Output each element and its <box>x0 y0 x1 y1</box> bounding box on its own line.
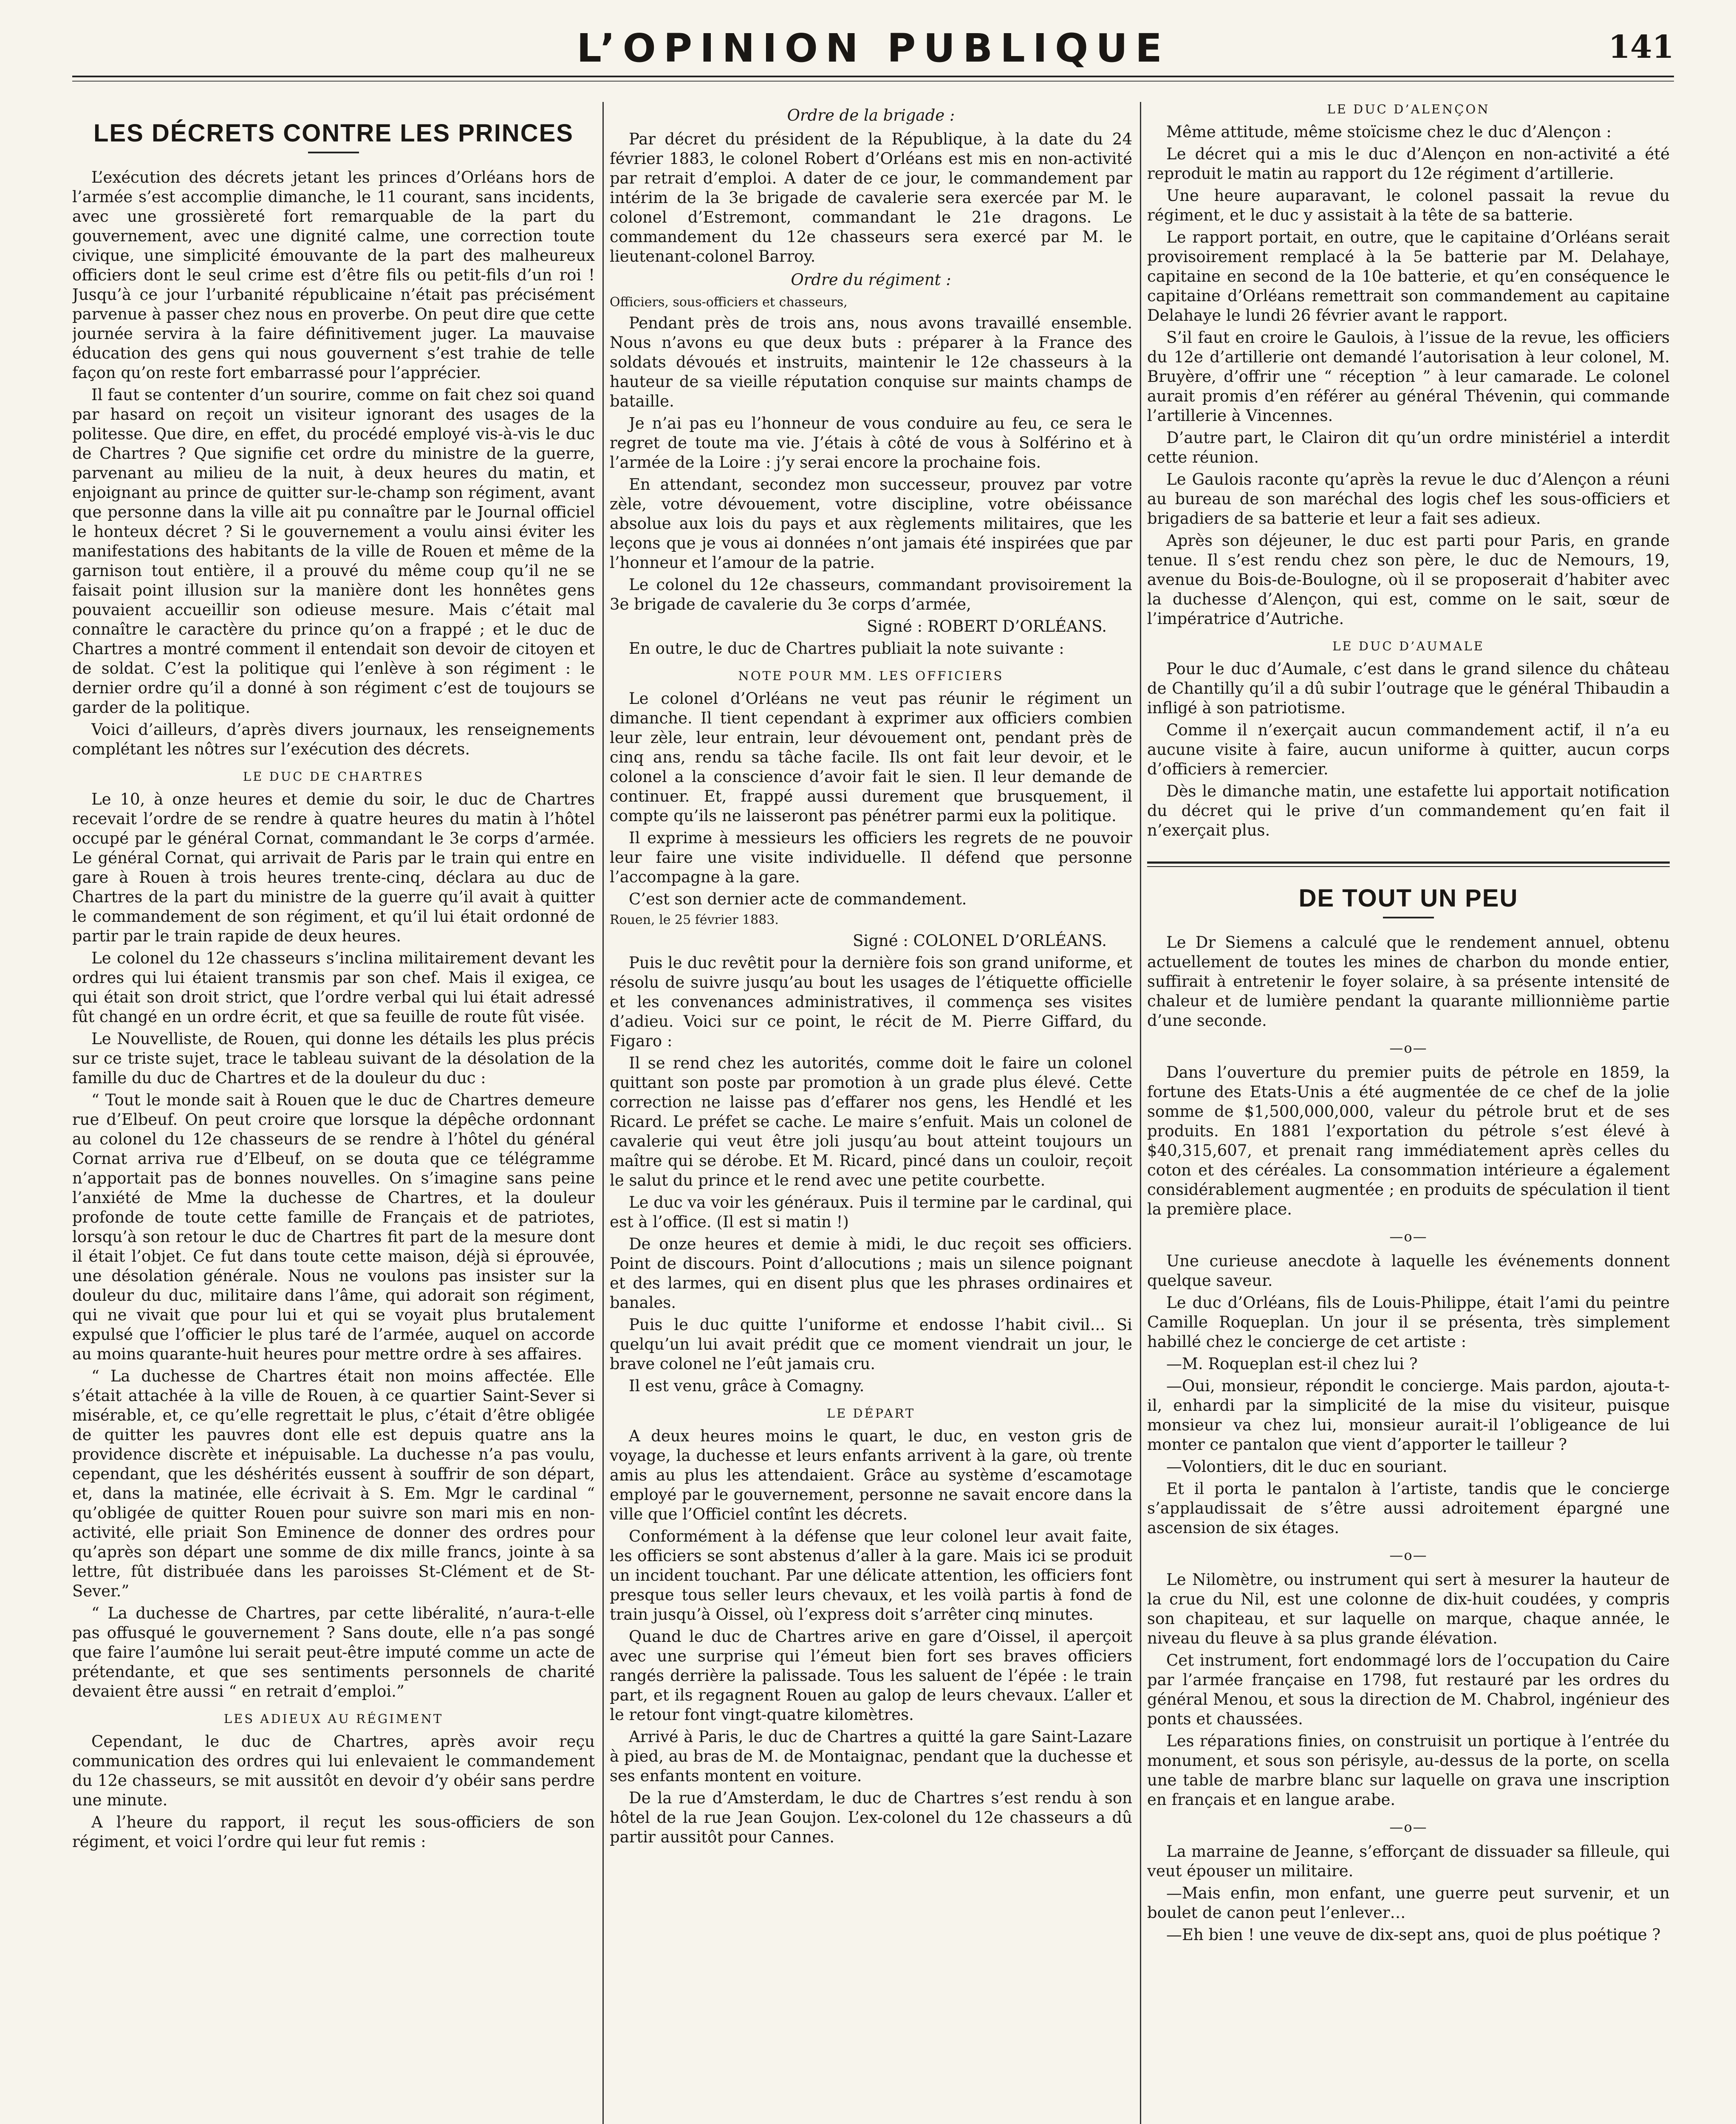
paragraph: Le duc d’Orléans, fils de Louis-Philippe, était l’ami du peintre Camille Roqueplan. Un jour il se présenta, très simplement habillé chez le concierge de cet artiste : <box>1147 1294 1670 1351</box>
paragraph: Il est venu, grâce à Comagny. <box>629 1377 865 1395</box>
paragraph: Cependant, le duc de Chartres, après avoir reçu communication des ordres qui lui enlevaient le commandement du 12e chasseurs, se mit aussitôt en devoir d’y obéir sans perdre une minute. <box>72 1732 595 1809</box>
newspaper-title: L’OPINION PUBLIQUE <box>577 25 1170 71</box>
article-title: DE TOUT UN PEU <box>1298 884 1518 912</box>
section-heading: LE DÉPART <box>826 1406 916 1421</box>
paragraph: C’est son dernier acte de commandement. <box>629 890 967 908</box>
paragraph: Le 10, à onze heures et demie du soir, le duc de Chartres recevait l’ordre de se rendre à quatre heures du matin à l’hôtel occupé par le général Cornat, commandant le 3e corps d’armée. Le général Cornat, qui arrivait de Paris par le train qui entre en gare à Rouen à trois heures trente-cinq, déclara au duc de Chartres de la part du ministre de la guerre qu’il avait à quitter le commandement de son régiment, et qu’il lui était ordonné de partir par le train rapide de deux heures. <box>72 790 595 945</box>
paragraph: A deux heures moins le quart, le duc, en veston gris de voyage, la duchesse et leurs enfants arrivent à la gare, où trente amis au plus les attendaient. Grâce au système d’escamotage employé par le gouvernement, personne ne savait encore dans la ville que l’Officiel contînt les décrets. <box>610 1427 1132 1523</box>
item-separator: —o— <box>1389 1229 1428 1245</box>
paragraph: Le rapport portait, en outre, que le capitaine d’Orléans serait provisoirement remplacé à la 5e batterie par M. Delahaye, capitaine en second de la 10e batterie, et qu’en conséquence le capitaine d’Orléans remettrait son commandement au capitaine Delahaye le lundi 26 février avant le rapport. <box>1147 228 1670 325</box>
paragraph: Dès le dimanche matin, une estafette lui apportait notification du décret qui le prive d’un commandement qu’en fait il n’exerçait plus. <box>1147 782 1670 839</box>
paragraph: Par décret du président de la République, à la date du 24 février 1883, le colonel Robert d’Orléans est mis en non-activité par retrait d’emploi. A dater de ce jour, le commandement par intérim de la 3e brigade de cavalerie sera exercée par M. le colonel d’Estremont, commandant le 21e dragons. Le commandement du 12e chasseurs sera exercé par M. le lieutenant-colonel Barroy. <box>610 130 1132 266</box>
paragraph: Le duc va voir les généraux. Puis il termine par le cardinal, qui est à l’office. (Il est si matin !) <box>610 1193 1132 1231</box>
paragraph: Puis le duc revêtit pour la dernière fois son grand uniforme, et résolu de suivre jusqu’au bout les usages de l’étiquette officielle et les convenances administratives, il commença ses visites d’adieu. Voici sur ce point, le récit de M. Pierre Giffard, du Figaro : <box>610 954 1132 1050</box>
dialogue-line: —Oui, monsieur, répondit le concierge. Mais pardon, ajouta-t-il, enhardi par la simplicité de la mise du visiteur, puisque monsieur va chez lui, monsieur aurait-il l’obligeance de lui monter ce pantalon que vient d’apporter le tailleur ? <box>1147 1377 1670 1454</box>
paragraph: Je n’ai pas eu l’honneur de vous conduire au feu, ce sera le regret de toute ma vie. J’étais à côté de vous à Solférino et à l’armée de la Loire : j’y serai encore la prochaine fois. <box>610 414 1132 472</box>
item-separator: —o— <box>1389 1040 1428 1056</box>
paragraph: En outre, le duc de Chartres publiait la note suivante : <box>629 639 1064 658</box>
quoted-paragraph: “ Tout le monde sait à Rouen que le duc de Chartres demeure rue d’Elbeuf. On peut croire que lorsque la dépêche ordonnant au colonel du 12e chasseurs de se rendre à l’hôtel du général Cornat arriva rue d’Elbeuf, on se douta que ce télégramme n’apportait pas de bonnes nouvelles. On s’imagine sans peine l’anxiété de Mme la duchesse de Chartres, et la douleur profonde de toute cette famille de Français et de patriotes, lorsqu’à son retour le duc de Chartres fit part de la mesure dont il était l’objet. Ce fut dans toute cette maison, déjà si éprouvée, une désolation générale. Nous ne voulons pas insister sur la douleur du duc, militaire dans l’âme, qui adorait son régiment, qui ne vivait que pour lui et qui se voyait plus brutalement expulsé que l’officier le plus taré de l’armée, auquel on accorde au moins quarante-huit heures pour mettre ordre à ses affaires. <box>72 1091 595 1363</box>
item-separator: —o— <box>1389 1819 1428 1835</box>
masthead <box>72 25 1674 72</box>
dialogue-line: —Volontiers, dit le duc en souriant. <box>1166 1457 1448 1476</box>
paragraph: Les réparations finies, on construisit un portique à l’entrée du monument, et sous son périsyle, au-dessus de la porte, on scella une table de marbre blanc sur laquelle on grava une inscription en français et en langue arabe. <box>1147 1732 1670 1809</box>
paragraph: Arrivé à Paris, le duc de Chartres a quitté la gare Saint-Lazare à pied, au bras de M. de Montaignac, pendant que la duchesse et ses enfants montent en voiture. <box>610 1728 1132 1785</box>
paragraph: De la rue d’Amsterdam, le duc de Chartres s’est rendu à son hôtel de la rue Jean Goujon. L’ex-colonel du 12e chasseurs a dû partir aussitôt pour Cannes. <box>610 1789 1132 1846</box>
section-heading: LE DUC D’AUMALE <box>1332 639 1484 653</box>
dialogue-line: —Eh bien ! une veuve de dix-sept ans, quoi de plus poétique ? <box>1166 1926 1661 1944</box>
paragraph: Il faut se contenter d’un sourire, comme on fait chez soi quand par hasard on reçoit un visiteur ignorant des usages de la politesse. Que dire, en effet, du procédé employé vis-à-vis le duc de Chartres ? Que signifie cet ordre du ministre de la guerre, parvenant au milieu de la nuit, à deux heures du matin, et enjoignant au prince de quitter sur-le-champ son régiment, avant que personne dans la ville ait pu connaître par le Journal officiel le honteux décret ? Si le gouvernement a voulu ainsi éviter les manifestations des habitants de la ville de Rouen et même de la garnison tout entière, il a prouvé du même coup qu’il ne se faisait point illusion sur la manière dont les honnêtes gens pouvaient accueillir son odieuse mesure. Mais c’était mal connaître le caractère du prince qu’on a frappé ; et le duc de Chartres a montré comment il entendait son devoir de citoyen et de soldat. C’est la politique qui l’enlève à son régiment : le dernier ordre qu’il a donné à son régiment c’est de toujours se garder de la politique. <box>72 386 595 717</box>
paragraph: Et il porta le pantalon à l’artiste, tandis que le concierge s’applaudissait de s’être aussi adroitement épargné une ascension de six étages. <box>1147 1480 1670 1537</box>
paragraph: Dans l’ouverture du premier puits de pétrole en 1859, la fortune des Etats-Unis a été augmentée de ce chef de la jolie somme de $1,500,000,000, valeur du pétrole brut et de ses produits. En 1881 l’exportation du pétrole s’est élevé à $40,315,607, et prenait rang immédiatement après celles du coton et des céréales. La consommation intérieure a également considérablement augmentée ; en produits de spéculation il tient la première place. <box>1147 1063 1670 1218</box>
paragraph: Le Nilomètre, ou instrument qui sert à mesurer la hauteur de la crue du Nil, est une colonne de dix-huit coudées, y compris son chapiteau, et sur laquelle on marque, chaque année, le niveau du fleuve à sa plus grande élévation. <box>1147 1570 1670 1647</box>
section-heading: LE DUC DE CHARTRES <box>243 769 424 784</box>
paragraph: S’il faut en croire le Gaulois, à l’issue de la revue, les officiers du 12e d’artillerie ont demandé l’autorisation à leur colonel, M. Bruyère, d’offrir une “ réception ” à leur camarade. Le colonel aurait promis d’en référer au général Thévenin, qui commande l’artillerie à Vincennes. <box>1147 328 1670 425</box>
paragraph: Puis le duc quitte l’uniforme et endosse l’habit civil... Si quelqu’un lui avait prédit que ce moment viendrait un jour, le brave colonel ne l’eût jamais cru. <box>610 1316 1132 1373</box>
section-divider-thin <box>1147 866 1670 867</box>
column-2 <box>610 102 1132 2124</box>
paragraph: Le colonel du 12e chasseurs, commandant provisoirement la 3e brigade de cavalerie du 3e corps d’armée, <box>610 576 1132 613</box>
article-title: LES DÉCRETS CONTRE LES PRINCES <box>93 119 574 147</box>
dialogue-line: —Mais enfin, mon enfant, une guerre peut survenir, et un boulet de canon peut l’enlever… <box>1147 1884 1670 1922</box>
paragraph: L’exécution des décrets jetant les princes d’Orléans hors de l’armée s’est accomplie dimanche, le 11 courant, sans incidents, avec une grossièreté fort remarquable de la part du gouvernement, avec une dignité calme, une correction toute civique, une simplicité émouvante de la part des malheureux officiers dont le seul crime est d’être fils ou petit-fils d’un roi ! Jusqu’à ce jour l’urbanité républicaine n’était pas précisément parvenue à passer chez nous en proverbe. On peut dire que cette journée servira à la faire définitivement juger. La mauvaise éducation des gens qui nous gouvernent s’est trahie de telle façon qu’on reste fort embarrassé pour l’apprécier. <box>72 168 595 382</box>
paragraph: Le Dr Siemens a calculé que le rendement annuel, obtenu actuellement de toutes les mines de charbon du monde entier, suffirait à entretenir le foyer solaire, à sa présente intensité de chaleur et de lumière pendant la quarante millionnième partie d’une seconde. <box>1147 933 1670 1030</box>
paragraph: Même attitude, même stoïcisme chez le duc d’Alençon : <box>1166 123 1612 141</box>
title-rule <box>1383 917 1434 918</box>
paragraph: Comme il n’exerçait aucun commandement actif, il n’a eu aucune visite à faire, aucun uniforme à quitter, aucun corps d’officiers à remercier. <box>1147 721 1670 778</box>
signature: Signé : COLONEL D’ORLÉANS. <box>853 932 1107 950</box>
paragraph: Le colonel d’Orléans ne veut pas réunir le régiment un dimanche. Il tient cependant à exprimer aux officiers combien leur zèle, leur entrain, leur dévouement ont, pendant près de cinq ans, rendu sa tâche facile. Ils ont fait leur devoir, et le colonel a la conscience d’avoir fait le sien. Il leur demande de continuer. Et, frappé aussi durement que brusquement, il compte qu’ils ne laisseront pas pénétrer parmi eux la politique. <box>610 689 1132 825</box>
page-number: 141 <box>1608 29 1674 65</box>
paragraph: Après son déjeuner, le duc est parti pour Paris, en grande tenue. Il s’est rendu chez son père, le duc de Nemours, 19, avenue du Bois-de-Boulogne, où il se proposerait d’habiter avec la duchesse d’Alençon, qui est, comme on le sait, sœur de l’impératrice d’Autriche. <box>1147 531 1670 628</box>
salutation: Officiers, sous-officiers et chasseurs, <box>610 295 848 310</box>
paragraph: Le décret qui a mis le duc d’Alençon en non-activité a été reproduit le matin au rapport du 12e régiment d’artillerie. <box>1147 145 1670 183</box>
section-divider <box>1147 861 1670 864</box>
quoted-paragraph: “ La duchesse de Chartres était non moins affectée. Elle s’était attachée à la ville de Rouen, à ce quartier Saint-Sever si misérable, et, ce qu’elle regrettait le plus, c’était d’être obligée de quitter les pauvres dont elle est depuis quatre ans la providence discrète et inépuisable. La duchesse n’a pas voulu, cependant, que les déshérités eussent à souffrir de son départ, et, dans la matinée, elle écrivait à S. Em. Mgr le cardinal “ qu’obligée de quitter Rouen pour suivre son mari mis en non-activité, elle priait Son Eminence de donner des ordres pour qu’après son départ une somme de dix mille francs, jointe à sa lettre, fût distribuée dans les paroisses St-Clément et de St-Sever.” <box>72 1367 595 1600</box>
paragraph: Une heure auparavant, le colonel passait la revue du régiment, et le duc y assistait à la tête de sa batterie. <box>1147 186 1670 224</box>
paragraph: D’autre part, le Clairon dit qu’un ordre ministériel a interdit cette réunion. <box>1147 429 1670 466</box>
section-heading: NOTE POUR MM. LES OFFICIERS <box>738 669 1004 683</box>
column-3 <box>1147 102 1670 2124</box>
signature: Signé : ROBERT D’ORLÉANS. <box>867 617 1107 636</box>
dateline: Rouen, le 25 février 1883. <box>610 912 779 927</box>
paragraph: Le Gaulois raconte qu’après la revue le duc d’Alençon a réuni au bureau de son maréchal des logis chef les sous-officiers et brigadiers de sa batterie et leur a fait ses adieux. <box>1147 470 1670 528</box>
column-rule <box>602 102 604 2124</box>
header-rule-thin <box>72 81 1674 82</box>
paragraph: La marraine de Jeanne, s’efforçant de dissuader sa filleule, qui veut épouser un militaire. <box>1147 1842 1670 1880</box>
paragraph: Une curieuse anecdote à laquelle les événements donnent quelque saveur. <box>1147 1252 1670 1290</box>
column-1 <box>72 102 595 2124</box>
paragraph: Le Nouvelliste, de Rouen, qui donne les détails les plus précis sur ce triste sujet, trace le tableau suivant de la désolation de la famille du duc de Chartres et de la douleur du duc : <box>72 1030 595 1087</box>
paragraph: Le colonel du 12e chasseurs s’inclina militairement devant les ordres qui lui étaient transmis par son chef. Mais il exigea, ce qui était son droit strict, que l’ordre verbal qui lui était adressé fût changé en un ordre écrit, et que sa feuille de route fût visée. <box>72 949 595 1026</box>
column-rule <box>1140 102 1141 2124</box>
paragraph: Conformément à la défense que leur colonel leur avait faite, les officiers se sont abstenus d’aller à la gare. Mais ici se produit un incident touchant. Par une délicate attention, les officiers font presque tous seller leurs chevaux, et les voilà partis à fond de train jusqu’à Oissel, où l’express doit s’arrêter cinq minutes. <box>610 1527 1132 1624</box>
paragraph: Il exprime à messieurs les officiers les regrets de ne pouvoir leur faire une visite individuelle. Il défend que personne l’accompagne à la gare. <box>610 829 1132 886</box>
paragraph: Quand le duc de Chartres arive en gare d’Oissel, il aperçoit avec une surprise qui l’émeut bien fort ses braves officiers rangés derrière la palissade. Tous les saluent de l’épée : le train part, et ils regagnent Rouen au galop de leurs chevaux. L’aller et le retour font vingt-quatre kilomètres. <box>610 1627 1132 1724</box>
section-heading: LE DUC D’ALENÇON <box>1327 102 1490 116</box>
paragraph: Voici d’ailleurs, d’après divers journaux, les renseignements complétant les nôtres sur l’exécution des décrets. <box>72 720 595 758</box>
paragraph: En attendant, secondez mon successeur, prouvez par votre zèle, votre dévouement, votre discipline, votre obéissance absolue aux lois du pays et aux règlements militaires, que les leçons que je vous ai données n’ont jamais été inspirées que par l’honneur et l’amour de la patrie. <box>610 475 1132 572</box>
paragraph: A l’heure du rapport, il reçut les sous-officiers de son régiment, et voici l’ordre qui leur fut remis : <box>72 1813 595 1851</box>
paragraph: Cet instrument, fort endommagé lors de l’occupation du Caire par l’armée française en 1798, fut restauré par les ordres du général Menou, et sous la direction de M. Chabrol, ingénieur des ponts et chaussées. <box>1147 1651 1670 1728</box>
header-rule <box>72 76 1674 77</box>
dialogue-line: —M. Roqueplan est-il chez lui ? <box>1166 1355 1418 1373</box>
order-heading: Ordre de la brigade : <box>787 106 955 124</box>
title-rule <box>308 152 359 153</box>
paragraph: Pour le duc d’Aumale, c’est dans le grand silence du château de Chantilly qu’il a dû subir l’outrage que le général Thibaudin a infligé à son patriotisme. <box>1147 660 1670 717</box>
item-separator: —o— <box>1389 1547 1428 1563</box>
paragraph: De onze heures et demie à midi, le duc reçoit ses officiers. Point de discours. Point d’allocutions ; mais un silence poignant et des larmes, qui en disent plus que les phrases ordinaires et banales. <box>610 1235 1132 1312</box>
paragraph: Il se rend chez les autorités, comme doit le faire un colonel quittant son poste par promotion à un grade plus élevé. Cette correction ne laisse pas d’effarer nos gens, les Hendlé et les Ricard. Le préfet se cache. Le maire s’enfuit. Mais un colonel de cavalerie qui veut être joli jusqu’au bout atteint toujours un maître qui se dérobe. Et M. Ricard, pincé dans un couloir, reçoit le salut du prince et le rend avec une petite courbette. <box>610 1054 1132 1189</box>
paragraph: Pendant près de trois ans, nous avons travaillé ensemble. Nous n’avons eu que deux buts : préparer à la France des soldats dévoués et instruits, maintenir le 12e chasseurs à la hauteur de sa vieille réputation conquise sur maints champs de bataille. <box>610 314 1132 410</box>
section-heading: LES ADIEUX AU RÉGIMENT <box>223 1712 444 1726</box>
order-heading: Ordre du régiment : <box>791 271 951 289</box>
quoted-paragraph: “ La duchesse de Chartres, par cette libéralité, n’aura-t-elle pas offusqué le gouvernement ? Sans doute, elle n’a pas songé que faire l’aumône lui serait peut-être imputé comme un acte de prétendante, et que ses sentiments personnels de charité devaient être aussi “ en retrait d’emploi.” <box>72 1604 595 1700</box>
